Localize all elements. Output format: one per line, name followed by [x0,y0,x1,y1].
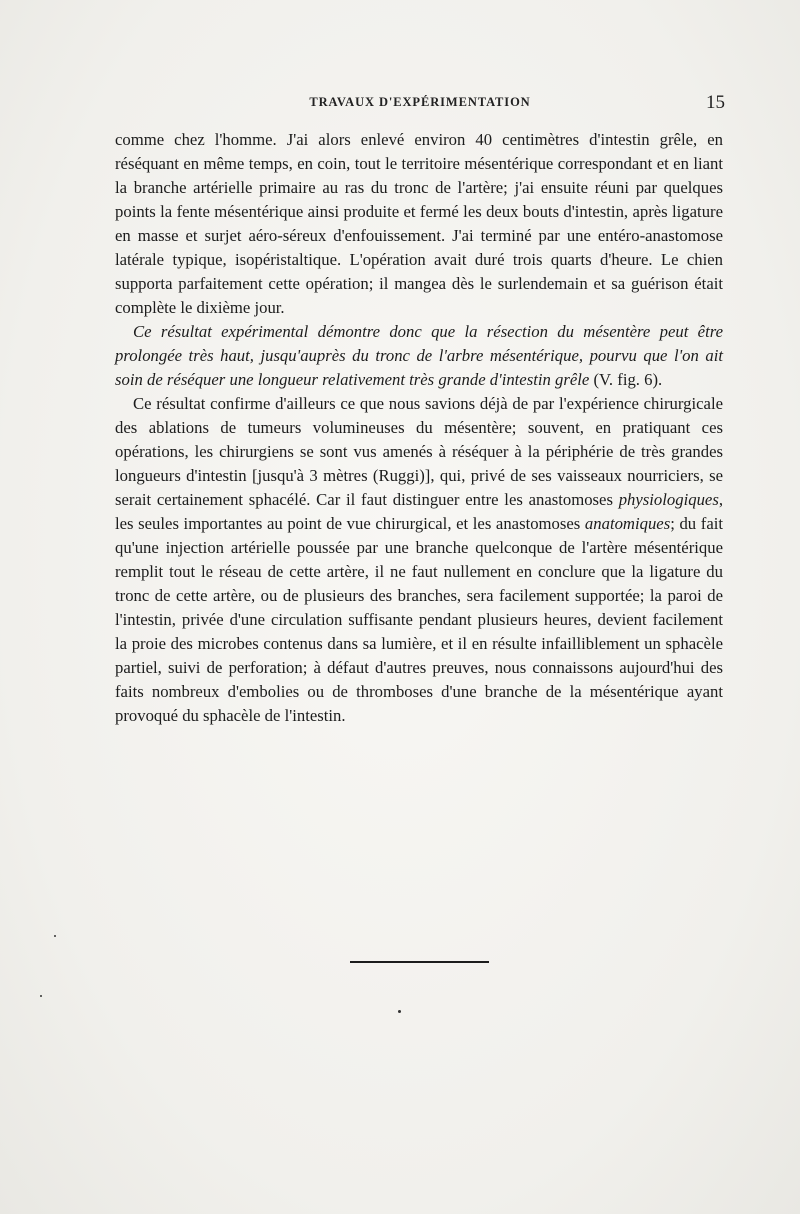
paragraph-3-italic-2: anatomiques [584,514,671,533]
ink-speck [54,935,56,937]
closing-rule [350,961,489,963]
paragraph-3 [115,392,723,728]
ink-speck [40,995,42,997]
body-text [115,128,723,728]
paragraph-3-part-3: ; du fait qu'une injection artérielle poussée par une branche quelconque de l'artère mésentérique remplit tout le réseau de cette artère, il ne faut nullement en conclure que la ligature du tronc de cette artère, ou de plusieurs des branches, sera facilement supportée; la paroi de l'intestin, privée d'une circulation suffisante pendant plusieurs heures, devient facilement la proie des microbes contenus dans sa lumière, et il en résulte infailliblement un sphacèle partiel, suivi de perforation; à défaut d'autres preuves, nous connaissons aujourd'hui des faits nombreux d'embolies ou de thromboses d'une branche de la mésentérique ayant provoqué du sphacèle de l'intestin. [115,514,724,725]
paragraph-2-italic: Ce résultat expérimental démontre donc que la résection du mésentère peut être prolongée très haut, jusqu'auprès du tronc de l'arbre mésentérique, pourvu que l'on ait soin de réséquer une longueur relativement très grande d'intestin grêle [115,322,723,389]
paragraph-1: comme chez l'homme. J'ai alors enlevé environ 40 centimètres d'intestin grêle, en réséquant en même temps, en coin, tout le territoire mésentérique correspondant et en liant la branche artérielle primaire au ras du tronc de l'artère; j'ai ensuite réuni par quelques points la fente mésentérique ainsi produite et fermé les deux bouts d'intestin, après ligature en masse et surjet aéro-séreux d'enfouissement. J'ai terminé par une entéro-anastomose latérale typique, isopéristaltique. L'opération avait duré trois quarts d'heure. Le chien supporta parfaitement cette opération; il mangea dès le surlendemain et sa guérison était complète le dixième jour. [115,130,723,317]
paragraph-2-roman: (V. fig. 6). [589,370,663,389]
ink-speck [398,1010,401,1013]
paragraph-3-part-1: Ce résultat confirme d'ailleurs ce que nous savions déjà de par l'expérience chirurgicale des ablations de tumeurs volumineuses du mésentère; souvent, en pratiquant ces opérations, les chirurgiens se sont vus amenés à réséquer à la périphérie de très grandes longueurs d'intestin [jusqu'à 3 mètres (Ruggi)], qui, privé de ses vaisseaux nourriciers, se serait certainement sphacélé. Car il faut distinguer entre les anastomoses [115,394,723,509]
page-number: 15 [706,92,725,113]
paragraph-2 [115,320,723,392]
paragraph-3-italic-1: physiologiques [618,490,719,509]
page-header [115,92,725,116]
running-title: TRAVAUX D'EXPÉRIMENTATION [309,95,531,109]
paragraph-3-part-2: , les seules importantes au point de vue chirurgical, et les anastomoses [115,490,723,533]
